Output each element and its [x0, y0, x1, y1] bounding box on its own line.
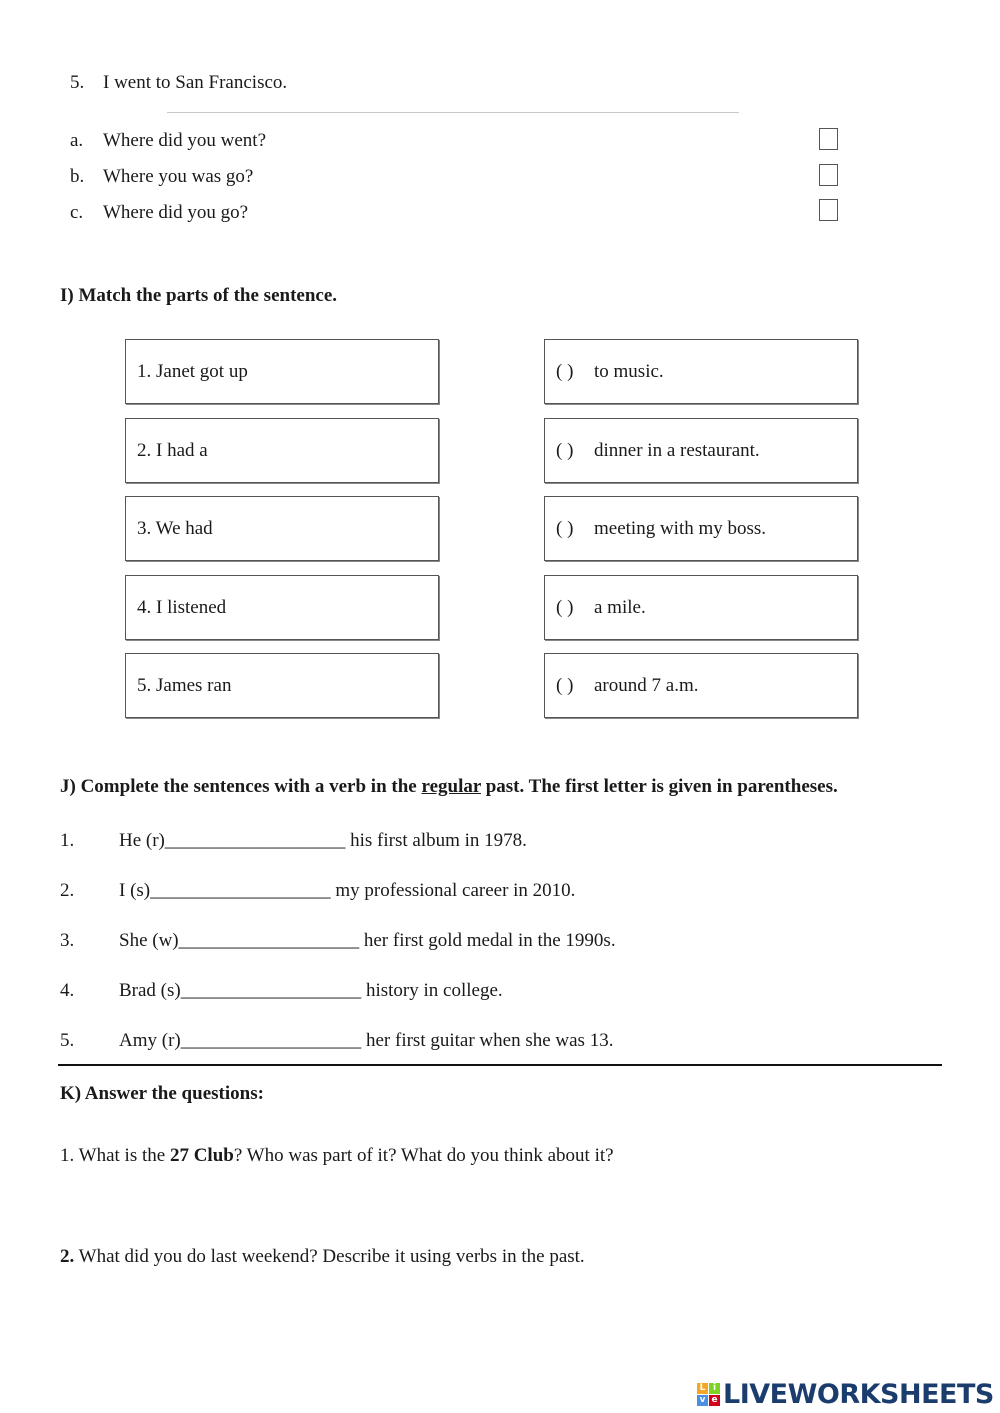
option-c: [0, 202, 1000, 226]
k-question-1: [60, 1145, 614, 1167]
question-text: I went to San Francisco.: [103, 72, 288, 93]
item-number: 1.: [60, 830, 75, 851]
fill-item-5[interactable]: [0, 1030, 1000, 1054]
match-right-text: to music.: [594, 360, 664, 382]
logo-letter: e: [709, 1395, 720, 1406]
match-right-5[interactable]: [544, 653, 858, 718]
option-letter: c.: [70, 202, 84, 223]
item-text[interactable]: He (r)___________________ his first album in 1978.: [119, 830, 527, 851]
match-right-text: a mile.: [594, 596, 646, 618]
match-left-text: 5. James ran: [137, 674, 232, 696]
q-number: 2.: [60, 1246, 75, 1267]
fill-item-4[interactable]: [0, 980, 1000, 1004]
match-right-4[interactable]: [544, 575, 858, 640]
option-letter: a.: [70, 130, 84, 151]
section-divider: [58, 1064, 942, 1066]
match-left-text: 4. I listened: [137, 596, 227, 618]
option-b: [0, 166, 1000, 190]
item-number: 4.: [60, 980, 75, 1001]
item-number: 5.: [60, 1030, 75, 1051]
match-right-text: meeting with my boss.: [594, 517, 767, 539]
section-i-title: I) Match the parts of the sentence.: [60, 285, 338, 306]
item-text[interactable]: I (s)___________________ my professional career in 2010.: [119, 880, 576, 901]
match-right-text: around 7 a.m.: [594, 674, 699, 696]
logo-letter: v: [697, 1395, 708, 1406]
match-left-4[interactable]: [125, 575, 439, 640]
title-part: J) Complete the sentences with a verb in the: [60, 776, 422, 797]
match-left-2[interactable]: [125, 418, 439, 483]
answer-parentheses[interactable]: ( ): [556, 596, 574, 618]
q-text: What did you do last weekend? Describe it using verbs in the past.: [74, 1246, 585, 1267]
fill-item-1[interactable]: [0, 830, 1000, 854]
option-text: Where did you go?: [103, 202, 249, 223]
q-part: ? Who was part of it? What do you think about it?: [233, 1145, 614, 1166]
option-text: Where did you went?: [103, 130, 267, 151]
item-text[interactable]: She (w)___________________ her first gold medal in the 1990s.: [119, 930, 616, 951]
answer-parentheses[interactable]: ( ): [556, 517, 574, 539]
k-question-2: [60, 1246, 585, 1268]
option-c-checkbox[interactable]: [819, 199, 838, 221]
logo-icon: [697, 1383, 720, 1406]
option-a: [0, 130, 1000, 154]
answer-parentheses[interactable]: ( ): [556, 360, 574, 382]
match-right-1[interactable]: [544, 339, 858, 404]
option-b-checkbox[interactable]: [819, 164, 838, 186]
section-k-title: K) Answer the questions:: [60, 1083, 264, 1104]
title-part: past. The first letter is given in parentheses.: [480, 776, 838, 797]
item-number: 3.: [60, 930, 75, 951]
answer-line: [167, 112, 739, 113]
logo-text: LIVEWORKSHEETS: [723, 1378, 994, 1410]
match-right-text: dinner in a restaurant.: [594, 439, 760, 461]
match-left-3[interactable]: [125, 496, 439, 561]
item-number: 2.: [60, 880, 75, 901]
answer-parentheses[interactable]: ( ): [556, 674, 574, 696]
q-part: 1. What is the: [60, 1145, 170, 1166]
logo-letter: L: [697, 1383, 708, 1394]
question-5: [0, 72, 1000, 96]
item-text[interactable]: Amy (r)___________________ her first guitar when she was 13.: [119, 1030, 614, 1051]
answer-parentheses[interactable]: ( ): [556, 439, 574, 461]
title-underlined: regular: [421, 776, 481, 797]
fill-item-2[interactable]: [0, 880, 1000, 904]
match-left-5[interactable]: [125, 653, 439, 718]
liveworksheets-logo: [697, 1377, 994, 1411]
match-left-text: 3. We had: [137, 517, 213, 539]
match-left-text: 2. I had a: [137, 439, 208, 461]
match-right-3[interactable]: [544, 496, 858, 561]
logo-letter: i: [709, 1383, 720, 1394]
section-j-title: [60, 776, 838, 798]
match-left-text: 1. Janet got up: [137, 360, 248, 382]
option-text: Where you was go?: [103, 166, 254, 187]
match-left-1[interactable]: [125, 339, 439, 404]
question-number: 5.: [70, 72, 85, 93]
match-right-2[interactable]: [544, 418, 858, 483]
option-letter: b.: [70, 166, 85, 187]
q-bold: 27 Club: [169, 1145, 234, 1166]
fill-item-3[interactable]: [0, 930, 1000, 954]
item-text[interactable]: Brad (s)___________________ history in college.: [119, 980, 503, 1001]
option-a-checkbox[interactable]: [819, 128, 838, 150]
